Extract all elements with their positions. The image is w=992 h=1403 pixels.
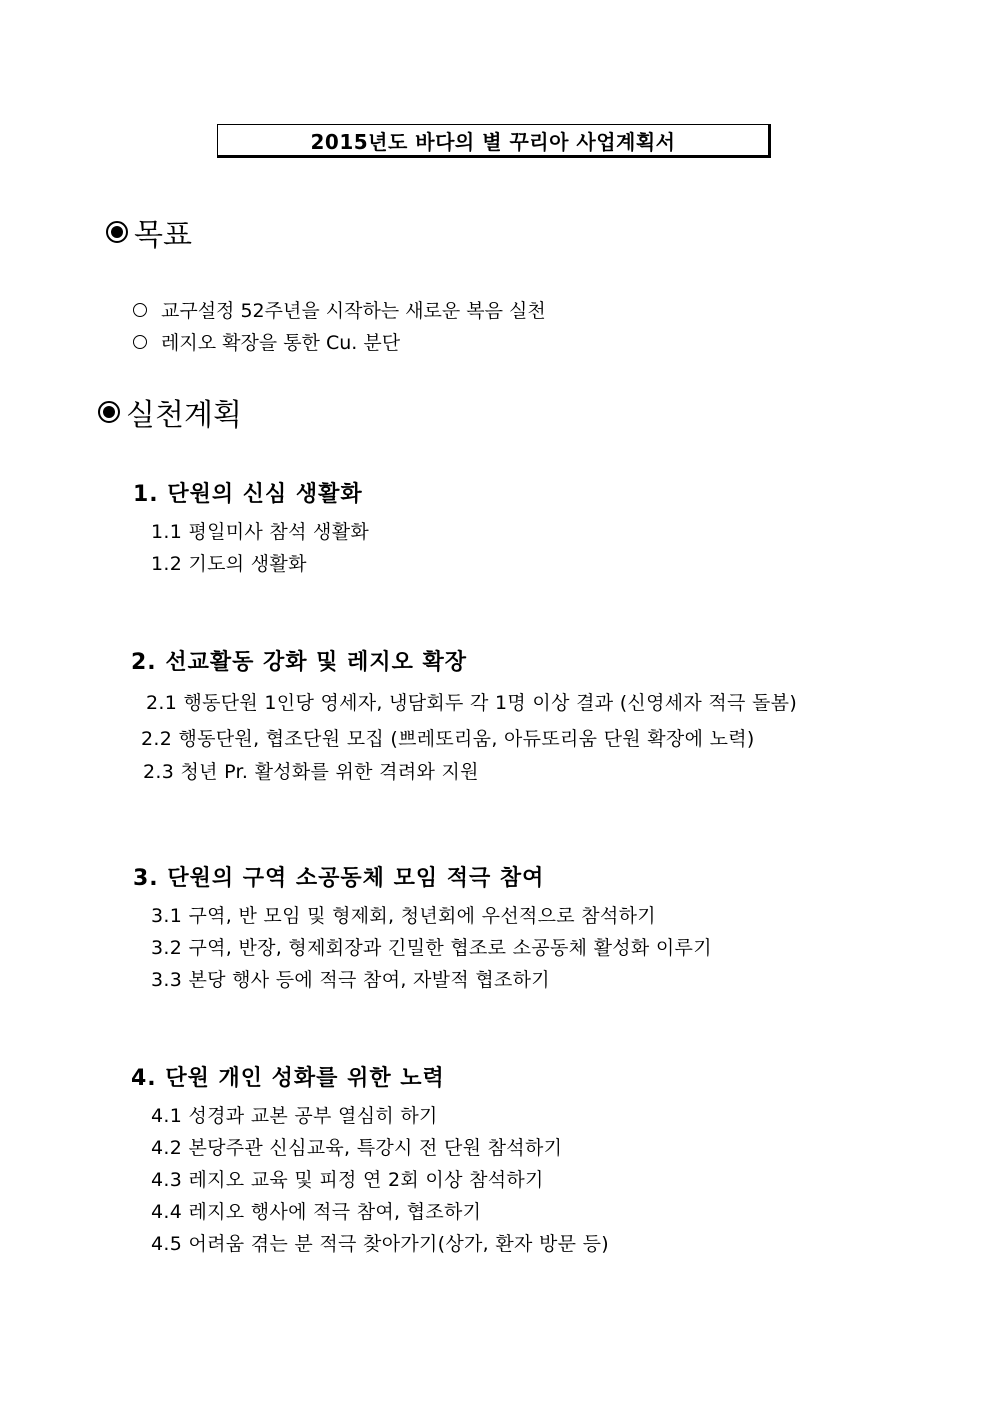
goals-heading <box>106 210 192 254</box>
section-title: 4. 단원 개인 성화를 위한 노력 <box>131 1066 445 1091</box>
section-item: 4.3 레지오 교육 및 피정 연 2회 이상 참석하기 <box>151 1169 544 1191</box>
section-title: 1. 단원의 신심 생활화 <box>133 482 363 507</box>
section-item: 2.2 행동단원, 협조단원 모집 (쁘레또리움, 아듀또리움 단원 확장에 노력) <box>141 728 755 750</box>
document-title: 2015년도 바다의 별 꾸리아 사업계획서 <box>310 129 676 154</box>
section-title: 2. 선교활동 강화 및 레지오 확장 <box>131 650 467 675</box>
section-item: 1.2 기도의 생활화 <box>151 553 307 575</box>
section-item: 4.1 성경과 교본 공부 열심히 하기 <box>151 1105 438 1127</box>
goal-item <box>133 296 546 323</box>
hollow-circle-bullet-icon <box>133 303 147 317</box>
plan-heading <box>98 390 242 434</box>
filled-circle-bullet-icon <box>106 221 128 243</box>
section-item: 4.5 어려움 겪는 분 적극 찾아가기(상가, 환자 방문 등) <box>151 1233 610 1255</box>
section-item: 3.3 본당 행사 등에 적극 참여, 자발적 협조하기 <box>151 969 550 991</box>
plan-heading-label: 실천계획 <box>126 398 242 433</box>
section-title: 3. 단원의 구역 소공동체 모임 적극 참여 <box>133 866 545 891</box>
goal-item <box>133 328 400 355</box>
section-item: 1.1 평일미사 참석 생활화 <box>151 521 370 543</box>
section-item: 2.1 행동단원 1인당 영세자, 냉담회두 각 1명 이상 결과 (신영세자 적극 돌봄) <box>146 692 798 714</box>
section-item: 4.4 레지오 행사에 적극 참여, 협조하기 <box>151 1201 482 1223</box>
goals-heading-label: 목표 <box>134 218 192 253</box>
hollow-circle-bullet-icon <box>133 335 147 349</box>
filled-circle-bullet-icon <box>98 401 120 423</box>
goal-item-text: 레지오 확장을 통한 Cu. 분단 <box>161 332 401 354</box>
section-item: 3.1 구역, 반 모임 및 형제회, 청년회에 우선적으로 참석하기 <box>151 905 656 927</box>
section-item: 4.2 본당주관 신심교육, 특강시 전 단원 참석하기 <box>151 1137 563 1159</box>
section-item: 3.2 구역, 반장, 형제회장과 긴밀한 협조로 소공동체 활성화 이루기 <box>151 937 712 959</box>
goal-item-text: 교구설정 52주년을 시작하는 새로운 복음 실천 <box>161 300 546 322</box>
section-item: 2.3 청년 Pr. 활성화를 위한 격려와 지원 <box>143 761 479 783</box>
document-title-box <box>217 124 771 158</box>
